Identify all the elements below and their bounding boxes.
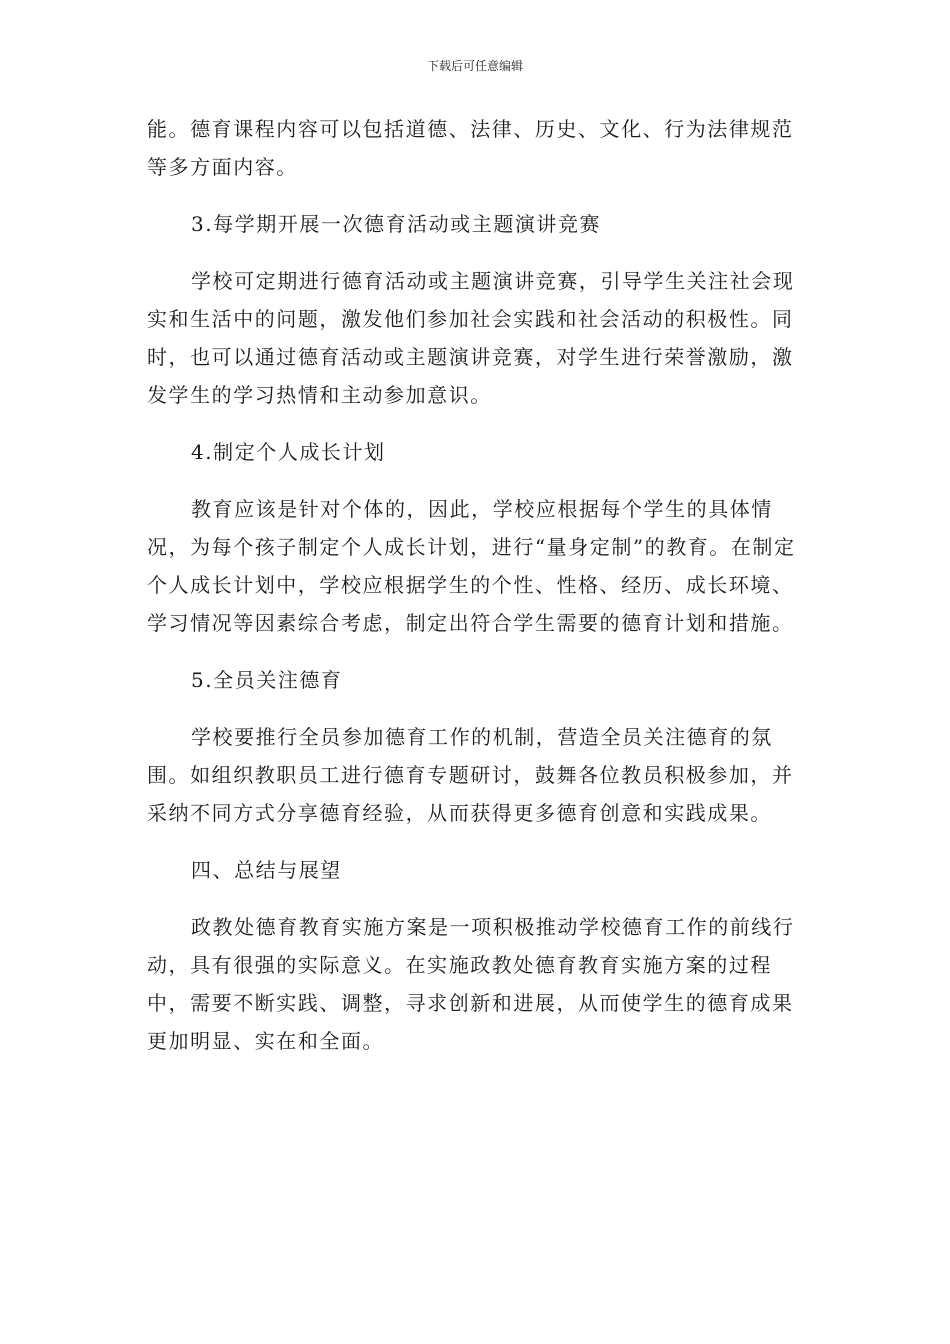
paragraph-activities: 学校可定期进行德育活动或主题演讲竞赛，引导学生关注社会现实和生活中的问题，激发他们参加社会实践和社会活动的积极性。同时，也可以通过德育活动或主题演讲竞赛，对学生进行荣誉激励，激发学生的学习热情和主动参加意识。 [147, 269, 795, 407]
section-heading-5: 5.全员关注德育 [191, 668, 343, 692]
section-heading-4: 4.制定个人成长计划 [191, 440, 386, 464]
document-body [147, 110, 812, 1079]
section-heading-3: 3.每学期开展一次德育活动或主题演讲竞赛 [191, 212, 602, 236]
paragraph-continued: 能。德育课程内容可以包括道德、法律、历史、文化、行为法律规范等多方面内容。 [147, 117, 794, 179]
paragraph-all-staff: 学校要推行全员参加德育工作的机制，营造全员关注德育的氛围。如组织教职员工进行德育专题研讨，鼓舞各位教员积极参加，并采纳不同方式分享德育经验，从而获得更多德育创意和实践成果。 [147, 725, 794, 825]
page-header: 下载后可任意编辑 [426, 59, 523, 73]
paragraph-summary: 政教处德育教育实施方案是一项积极推动学校德育工作的前线行动，具有很强的实际意义。在实施政教处德育教育实施方案的过程中，需要不断实践、调整，寻求创新和进展，从而使学生的德育成果更加明显、实在和全面。 [147, 915, 795, 1053]
paragraph-growth-plan: 教育应该是针对个体的，因此，学校应根据每个学生的具体情况，为每个孩子制定个人成长计划，进行“量身定制”的教育。在制定个人成长计划中，学校应根据学生的个性、性格、经历、成长环境、学习情况等因素综合考虑，制定出符合学生需要的德育计划和措施。 [147, 497, 796, 635]
section-heading-summary: 四、总结与展望 [191, 858, 342, 882]
